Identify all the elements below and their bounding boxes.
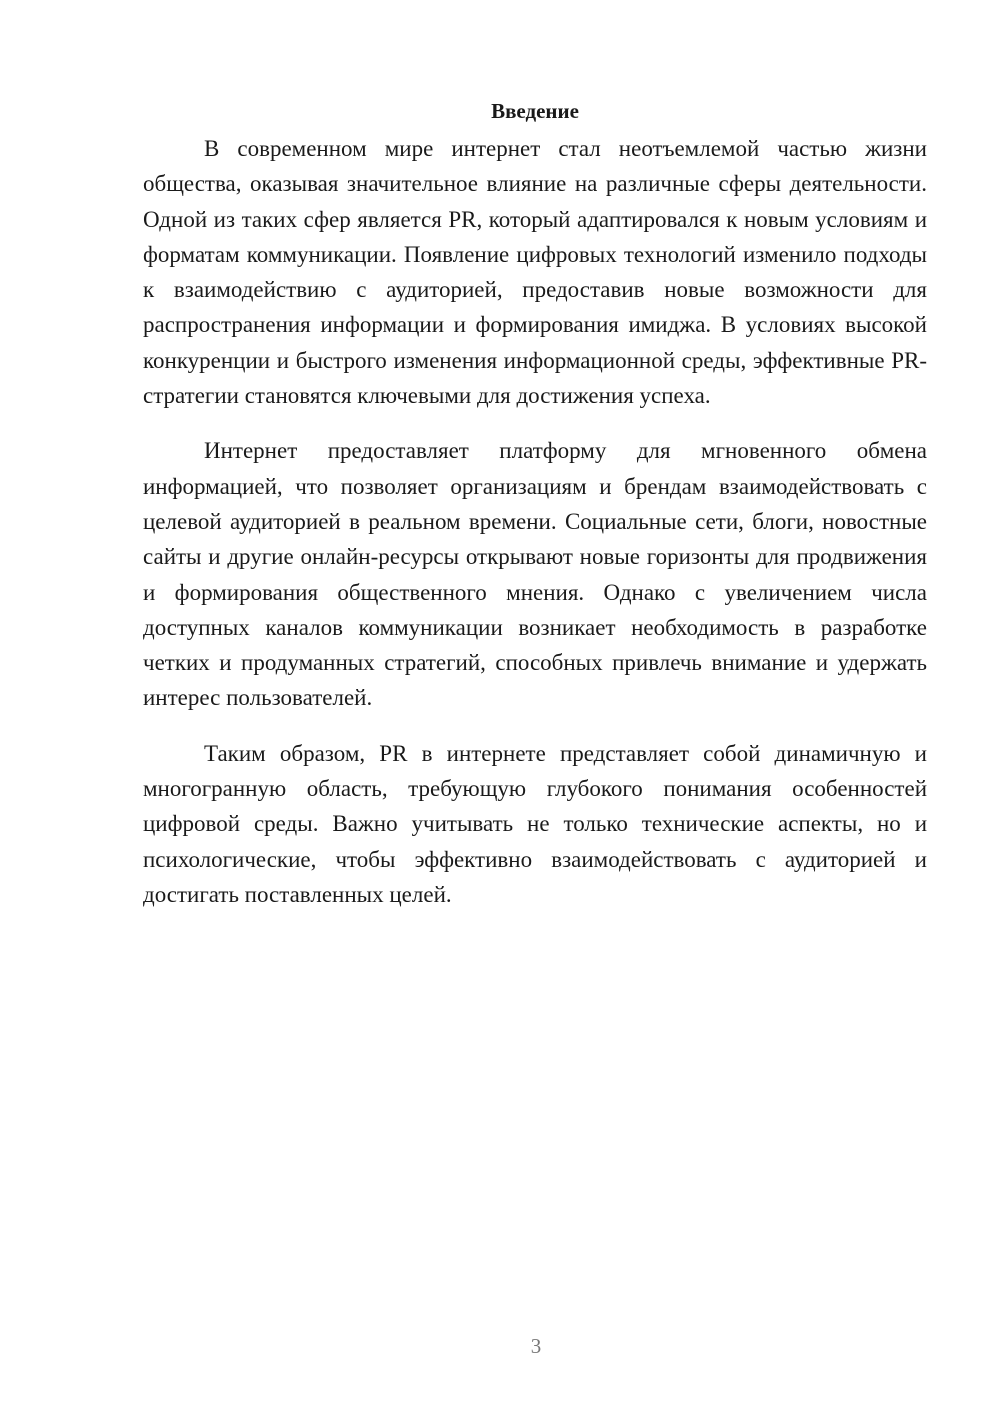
- section-title: Введение: [491, 99, 579, 123]
- paragraph-1: В современном мире интернет стал неотъемлемой частью жизни общества, оказывая значительное влияние на различные сферы деятельности. Одной из таких сфер является PR, который адаптировался к новым условиям и форматам коммуникации. Появление цифровых технологий изменило подходы к взаимодействию с аудиторией, предоставив новые возможности для распространения информации и формирования имиджа. В условиях высокой конкуренции и быстрого изменения информационной среды, эффективные PR-стратегии становятся ключевыми для достижения успеха.: [143, 136, 927, 409]
- paragraph-3: Таким образом, PR в интернете представляет собой динамичную и многогранную область, требующую глубокого понимания особенностей цифровой среды. Важно учитывать не только технические аспекты, но и психологические, чтобы эффективно взаимодействовать с аудиторией и достигать поставленных целей.: [143, 740, 927, 907]
- paragraph-2: Интернет предоставляет платформу для мгновенного обмена информацией, что позволяет организациям и брендам взаимодействовать с целевой аудиторией в реальном времени. Социальные сети, блоги, новостные сайты и другие онлайн-ресурсы открывают новые горизонты для продвижения и формирования общественного мнения. Однако с увеличением числа доступных каналов коммуникации возникает необходимость в разработке четких и продуманных стратегий, способных привлечь внимание и удержать интерес пользователей.: [143, 438, 927, 711]
- page-number: 3: [530, 1334, 542, 1358]
- page-content: [143, 95, 927, 932]
